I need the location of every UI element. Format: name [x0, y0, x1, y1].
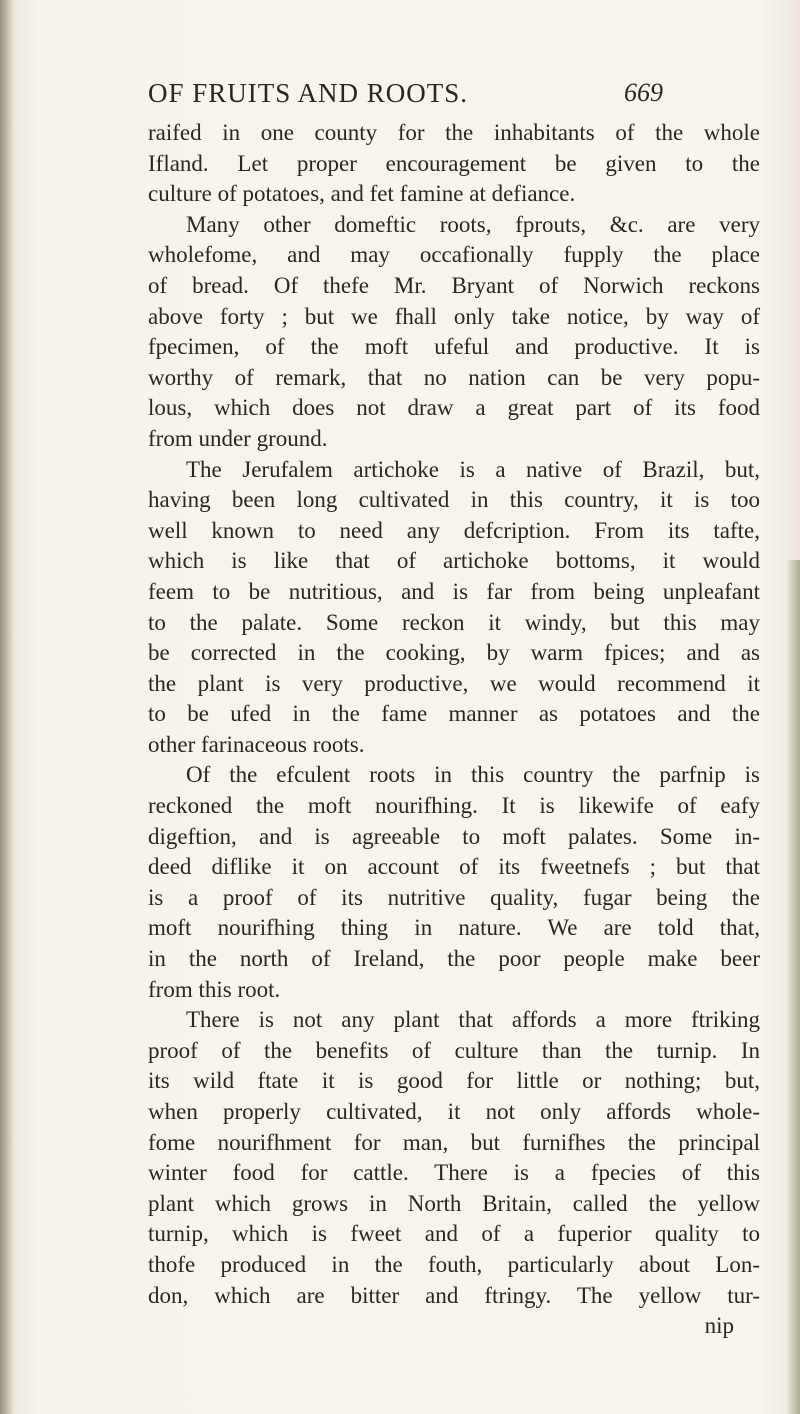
text-line: its wild ftate it is good for little or nothing; but, [148, 1068, 760, 1094]
text-line: There is not any plant that affords a more ftriking [186, 1007, 760, 1033]
text-line: reckoned the moft nourifhing. It is likewife of eafy [148, 793, 760, 819]
text-line: proof of the benefits of culture than the turnip. In [148, 1037, 760, 1063]
text-line: to be ufed in the fame manner as potatoes and the [148, 701, 760, 727]
text-line: which is like that of artichoke bottoms, it would [148, 548, 760, 574]
text-line: fpecimen, of the moft ufeful and productive. It is [148, 334, 760, 360]
text-line: wholefome, and may occafionally fupply the place [148, 242, 760, 268]
text-line: thofe produced in the fouth, particularly about Lon- [148, 1251, 760, 1277]
text-line: having been long cultivated in this country, it is too [148, 487, 760, 513]
text-line: of bread. Of thefe Mr. Bryant of Norwich reckons [148, 272, 760, 298]
text-line: Many other domeftic roots, fprouts, &c. are very [186, 211, 760, 237]
text-line: lous, which does not draw a great part of its food [148, 395, 760, 421]
text-line: when properly cultivated, it not only affords whole- [148, 1099, 760, 1124]
text-line: fome nourifhment for man, but furnifhes the principal [148, 1129, 760, 1155]
page-gutter-shadow [0, 0, 14, 1414]
text-line: above forty ; but we fhall only take notice, by way of [148, 303, 760, 329]
text-line: don, which are bitter and ftringy. The yellow tur- [148, 1282, 760, 1308]
text-line: nip [704, 1313, 734, 1339]
text-line: plant which grows in North Britain, called the yellow [148, 1190, 760, 1216]
text-line: winter food for cattle. There is a fpecies of this [148, 1160, 760, 1186]
text-line: be corrected in the cooking, by warm fpices; and as [148, 640, 760, 666]
text-line: Ifland. Let proper encouragement be given to the [148, 150, 760, 176]
page-edge-stain [786, 560, 800, 1414]
running-head: OF FRUITS AND ROOTS. [148, 78, 469, 108]
text-line: culture of potatoes, and fet famine at defiance. [148, 181, 576, 207]
text-line: worthy of remark, that no nation can be very popu- [148, 364, 760, 390]
text-line: moft nourifhing thing in nature. We are told that, [148, 915, 760, 941]
text-line: from this root. [148, 976, 281, 1002]
text-line: raifed in one county for the inhabitants of the whole [148, 120, 760, 145]
page-number: 669 [624, 78, 663, 107]
text-line: other farinaceous roots. [148, 731, 365, 757]
text-line: to the palate. Some reckon it windy, but this may [148, 609, 760, 635]
text-line: digeftion, and is agreeable to moft palates. Some in- [148, 823, 760, 849]
text-line: in the north of Ireland, the poor people make beer [148, 946, 760, 972]
text-line: deed diflike it on account of its fweetnefs ; but that [148, 854, 760, 880]
text-line: feem to be nutritious, and is far from being unpleafant [148, 578, 760, 604]
text-line: turnip, which is fweet and of a fuperior quality to [148, 1221, 760, 1247]
text-line: The Jerufalem artichoke is a native of Brazil, but, [186, 456, 760, 482]
text-line: the plant is very productive, we would recommend it [148, 670, 760, 696]
text-line: from under ground. [148, 425, 328, 451]
text-line: is a proof of its nutritive quality, fugar being the [148, 884, 760, 910]
body-text [148, 118, 760, 1342]
text-line: Of the efculent roots in this country the parfnip is [186, 762, 760, 788]
text-line: well known to need any defcription. From its tafte, [148, 517, 760, 543]
page-header [0, 72, 800, 112]
